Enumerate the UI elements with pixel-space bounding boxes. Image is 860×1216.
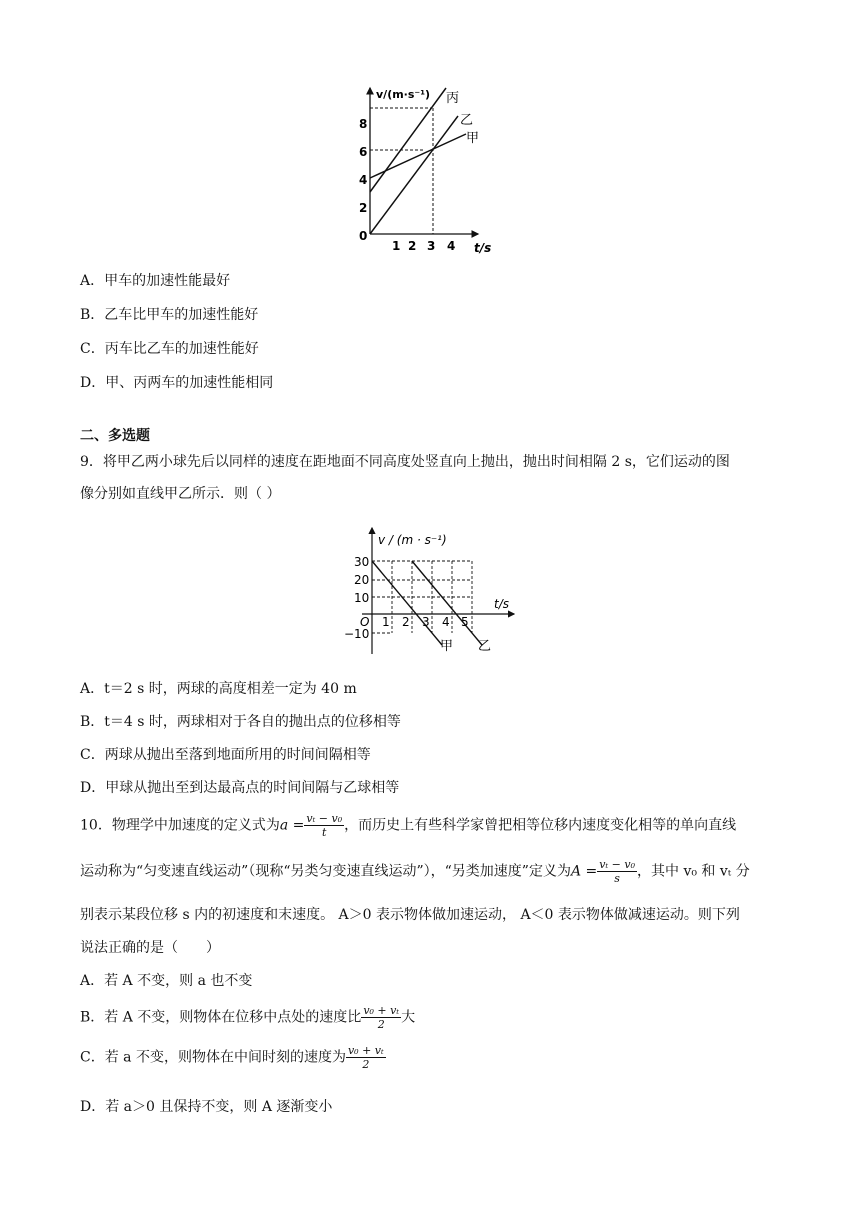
q9-option-a: A．t＝2 s 时，两球的高度相差一定为 40 m	[80, 681, 357, 697]
series-line-jia	[370, 134, 466, 178]
q10-stem-line4: 说法正确的是（ ）	[80, 940, 220, 956]
y-tick: 30	[354, 555, 370, 569]
section-title: 二、多选题	[80, 428, 150, 444]
x-tick: 2	[408, 239, 417, 253]
q10-stem-line2: 运动称为“匀变速直线运动”（现称“另类匀变速直线运动”），“另类加速度”定义为A = $\frac{\text{vₜ − v₀}}{s}$ ，其中 v₀ 和 vₜ 分	[80, 858, 750, 885]
q10-stem-line1: 10．物理学中加速度的定义式为a = $\frac{\text{vₜ − v₀}}{t}$ ，而历史上有些科学家曾把相等位移内速度变化相等的单向直线	[80, 812, 737, 839]
q10-option-d: D．若 a＞0 且保持不变，则 A 逐渐变小	[80, 1099, 333, 1115]
q9-stem-line2: 像分别如直线甲乙所示．则（ ）	[80, 486, 281, 502]
velocity-time-graph-1	[350, 82, 510, 262]
x-tick: 5	[461, 615, 469, 629]
x-tick: 3	[427, 239, 436, 253]
q8-option-a: A．甲车的加速性能最好	[80, 273, 231, 289]
average-velocity-fraction: $\frac{\text{v₀ + vₜ}}{2}$	[347, 1044, 384, 1071]
y-tick: 20	[354, 573, 370, 587]
series-label-jia: 甲	[466, 131, 480, 146]
series-line-jia	[372, 561, 442, 645]
x-tick: 4	[447, 239, 456, 253]
series-label-yi: 乙	[478, 639, 492, 654]
series-label-yi: 乙	[460, 113, 474, 128]
x-tick: 1	[392, 239, 401, 253]
q9-option-c: C．两球从抛出至落到地面所用的时间间隔相等	[80, 747, 371, 763]
series-line-bing	[370, 88, 446, 192]
x-axis-label: t/s	[494, 597, 509, 611]
q8-option-b: B．乙车比甲车的加速性能好	[80, 307, 259, 323]
y-axis-label: v / (m · s⁻¹)	[378, 533, 447, 547]
x-tick: 3	[422, 615, 430, 629]
q10-option-b: B．若 A 不变，则物体在位移中点处的速度比 $\frac{\text{v₀ + vₜ}}{2}$ 大	[80, 1004, 416, 1031]
series-label-jia: 甲	[440, 639, 454, 654]
q10-option-c: C．若 a 不变，则物体在中间时刻的速度为 $\frac{\text{v₀ + vₜ}}{2}$	[80, 1044, 384, 1071]
alt-accel-definition-fraction: $\frac{\text{vₜ − v₀}}{s}$	[599, 858, 636, 885]
q9-stem-line1: 9．将甲乙两小球先后以同样的速度在距地面不同高度处竖直向上抛出，抛出时间相隔 2 s，它们运动的图	[80, 454, 730, 470]
q9-option-d: D．甲球从抛出至到达最高点的时间间隔与乙球相等	[80, 780, 400, 796]
origin-label: 0	[359, 229, 368, 243]
y-tick: 8	[359, 117, 368, 131]
average-velocity-fraction: $\frac{\text{v₀ + vₜ}}{2}$	[363, 1004, 400, 1031]
y-tick: 10	[354, 591, 370, 605]
series-line-yi	[412, 561, 482, 645]
origin-label: O	[360, 615, 370, 629]
velocity-time-graph-2	[336, 522, 526, 658]
q9-option-b: B．t＝4 s 时，两球相对于各自的抛出点的位移相等	[80, 714, 401, 730]
q10-option-a: A．若 A 不变，则 a 也不变	[80, 973, 253, 989]
y-tick: 6	[359, 145, 368, 159]
q8-option-c: C．丙车比乙车的加速性能好	[80, 341, 259, 357]
y-tick: 4	[359, 173, 368, 187]
x-tick: 4	[442, 615, 450, 629]
q8-option-d: D．甲、丙两车的加速性能相同	[80, 375, 274, 391]
x-tick: 1	[382, 615, 390, 629]
y-tick: 2	[359, 201, 368, 215]
x-axis-label: t/s	[474, 241, 492, 255]
q10-stem-line3: 别表示某段位移 s 内的初速度和末速度。 A＞0 表示物体做加速运动， A＜0 表示物体做减速运动。则下列	[80, 907, 740, 923]
series-label-bing: 丙	[446, 91, 460, 106]
y-tick: −10	[344, 627, 370, 641]
y-axis-label: v/(m·s⁻¹)	[376, 88, 431, 101]
accel-definition-fraction: $\frac{\text{vₜ − v₀}}{t}$	[306, 812, 343, 839]
x-tick: 2	[402, 615, 410, 629]
